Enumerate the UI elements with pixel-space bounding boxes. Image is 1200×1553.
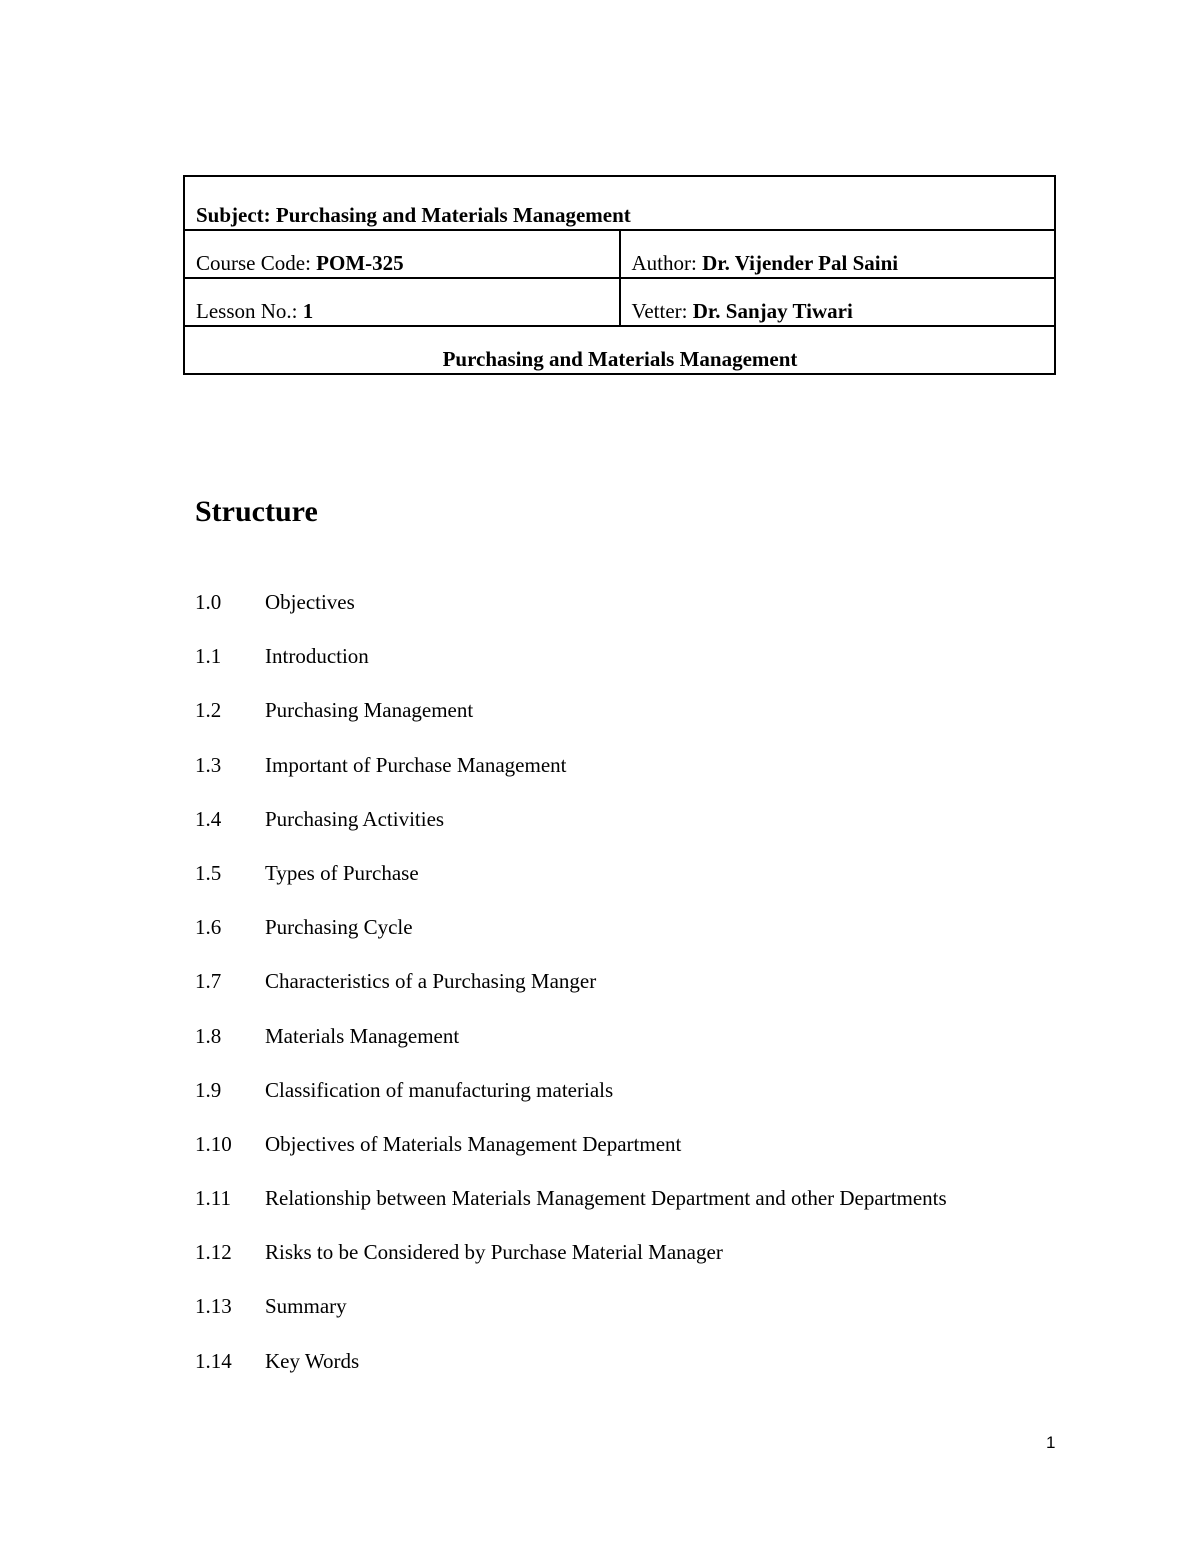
structure-list [195,588,947,1401]
item-title: Purchasing Management [265,698,474,723]
item-title: Purchasing Cycle [265,915,413,940]
list-item [195,696,947,750]
item-title: Purchasing Activities [265,806,445,831]
list-item [195,1022,947,1076]
item-title: Important of Purchase Management [265,752,567,777]
lesson-number-cell [184,278,620,326]
item-number: 1.4 [195,806,222,831]
list-item [195,967,947,1021]
lesson-vetter-row [184,278,1055,326]
subject-value: Purchasing and Materials Management [275,203,631,227]
item-number: 1.9 [195,1077,222,1102]
course-code-label: Course Code: [196,251,311,275]
list-item [195,805,947,859]
item-number: 1.10 [195,1131,232,1156]
course-info-table [183,175,1056,375]
item-title: Classification of manufacturing materials [265,1077,614,1102]
lesson-number-value: 1 [302,299,314,323]
vetter-label: Vetter: [631,299,688,323]
item-title: Introduction [265,644,369,669]
list-item [195,642,947,696]
lesson-title-row [184,326,1055,374]
vetter-cell [620,278,1056,326]
page-number: 1 [1046,1433,1056,1452]
list-item [195,1076,947,1130]
item-number: 1.5 [195,860,222,885]
item-number: 1.3 [195,752,222,777]
item-number: 1.6 [195,915,222,940]
list-item [195,1184,947,1238]
lesson-title: Purchasing and Materials Management [184,326,1055,374]
item-title: Risks to be Considered by Purchase Material Manager [265,1240,723,1265]
item-number: 1.1 [195,644,222,669]
vetter-value: Dr. Sanjay Tiwari [692,299,853,323]
course-code-value: POM-325 [316,251,404,275]
author-cell [620,230,1056,278]
subject-cell [184,176,1055,230]
item-title: Summary [265,1294,347,1319]
list-item [195,1347,947,1401]
item-number: 1.0 [195,590,222,614]
item-title: Types of Purchase [265,860,419,885]
subject-label: Subject: [196,203,271,227]
course-code-cell [184,230,620,278]
item-title: Key Words [265,1348,360,1373]
item-number: 1.11 [195,1186,231,1211]
item-number: 1.8 [195,1023,222,1048]
course-author-row [184,230,1055,278]
author-value: Dr. Vijender Pal Saini [702,251,899,275]
list-item [195,1238,947,1292]
lesson-number-label: Lesson No.: [196,299,298,323]
item-title: Characteristics of a Purchasing Manger [265,969,597,994]
item-number: 1.12 [195,1240,232,1265]
item-title: Objectives [265,590,355,614]
item-number: 1.2 [195,698,222,723]
list-item [195,859,947,913]
item-number: 1.7 [195,969,222,994]
list-item [195,913,947,967]
item-number: 1.14 [195,1348,232,1373]
item-number: 1.13 [195,1294,232,1319]
list-item [195,751,947,805]
list-item [195,1292,947,1346]
subject-row [184,176,1055,230]
author-label: Author: [631,251,697,275]
list-item [195,1130,947,1184]
structure-heading: Structure [195,495,318,528]
list-item [195,588,947,642]
item-title: Materials Management [265,1023,460,1048]
item-title: Objectives of Materials Management Department [265,1131,682,1156]
item-title: Relationship between Materials Management Department and other Departments [265,1186,947,1211]
